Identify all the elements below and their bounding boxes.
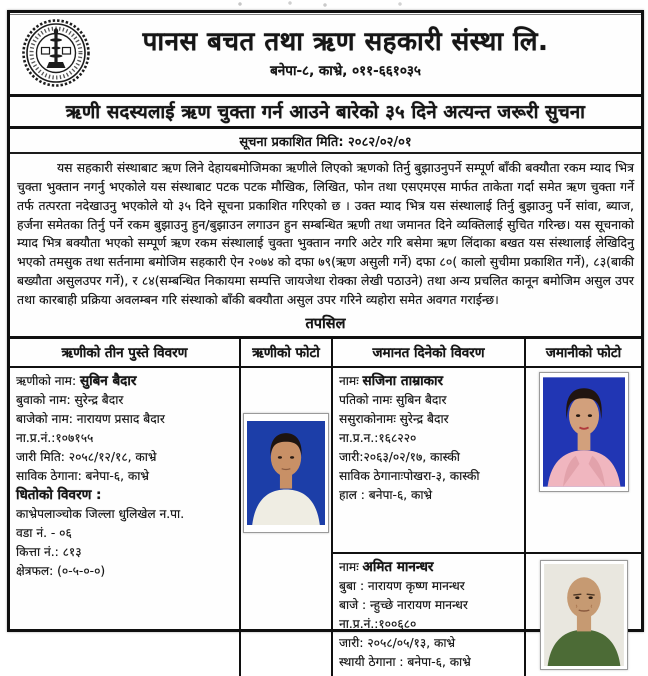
- notice-title: ऋणी सदस्यलाई ऋण चुक्ता गर्न आउने बारेको ३५ दिने अत्यन्त जरूरी सुचना: [10, 97, 641, 129]
- guarantor1-name-line: [339, 372, 518, 391]
- guarantor1-photo: [539, 372, 629, 492]
- guarantor1-detail-line: जारी:२०६३/०२/१७, कास्की: [339, 449, 460, 464]
- guarantor1-detail-line: हाल : बनेपा-६, काभ्रे: [339, 487, 433, 502]
- details-table: [10, 336, 641, 676]
- guarantor2-name-label: नामः: [339, 559, 359, 574]
- borrower-name-line: [16, 372, 233, 391]
- guarantor1-detail-line: साविक ठेगानाःपोखरा-३, कास्की: [339, 468, 480, 483]
- borrower-detail-line: ना.प्र.नं.:१०७१५५: [16, 430, 94, 445]
- col-header-guarantor-details: जमानत दिनेको विवरण: [333, 339, 526, 368]
- masthead: [10, 13, 641, 97]
- collateral-detail-line: काभ्रेपलाञ्चोक जिल्ला धुलिखेल न.पा.: [16, 506, 185, 521]
- guarantor2-details-cell: [333, 554, 526, 676]
- col-header-borrower-photo: ऋणीको फोटो: [241, 339, 333, 368]
- collateral-detail-line: कित्ता नं.: ८१३: [16, 544, 82, 559]
- guarantor2-name: अमित मानन्धर: [362, 558, 434, 575]
- borrower-detail-line: बाजेको नाम: नारायण प्रसाद बैदार: [16, 411, 165, 426]
- guarantor2-detail-line: जारी: २०५८/०५/१३, काभ्रे: [339, 635, 456, 650]
- published-date: सूचना प्रकाशित मिति: २०८२/०२/०१: [10, 129, 641, 154]
- scan-artifact-marks: [230, 0, 450, 9]
- borrower-portrait-icon: [247, 417, 325, 529]
- guarantor2-detail-line: ना.प्र.नं.:१००६८०: [339, 616, 417, 631]
- guarantor1-details-cell: [333, 368, 526, 554]
- collateral-detail-line: क्षेत्रफल: (०-५-०-०): [16, 563, 106, 578]
- borrower-name: सुबिन बैदार: [79, 372, 137, 389]
- guarantor1-detail-line: ना.प्र.न.:१६८२२०: [339, 430, 417, 445]
- borrower-name-label: ऋणीको नाम:: [16, 373, 77, 388]
- guarantor2-portrait-icon: [544, 564, 624, 666]
- guarantor2-detail-line: स्थायी ठेगाना : बनेपा-६, काभ्रे: [339, 654, 471, 669]
- collateral-heading: धितोको विवरण :: [16, 486, 102, 503]
- col-header-guarantor-photo: जमानीको फोटो: [526, 339, 641, 368]
- guarantor1-detail-line: पतिको नामः सुबिन बैदार: [339, 392, 447, 407]
- guarantor1-name-label: नामः: [339, 373, 359, 388]
- borrower-detail-line: बुवाको नाम: सुरेन्द्र बैदार: [16, 392, 124, 407]
- org-name: पानस बचत तथा ऋण सहकारी संस्था लि.: [142, 26, 549, 57]
- borrower-photo-cell: [241, 368, 333, 676]
- org-address: बनेपा-८, काभ्रे, ०११-६६१०३५: [270, 63, 421, 80]
- notice-body-paragraph: यस सहकारी संस्थाबाट ऋण लिने देहायबमोजिमका ऋणीले लिएको ऋणको तिर्नु बुझाउनुपर्ने सम्पूर्ण बाँकी बक्यौता रकम म्याद भित्र चुक्ता भुक्तान नगर्नु भएकोले यस संस्थाबाट पटक पटक मौखिक, लिखित, फोन तथा एसएमएस मार्फत ताकेता गर्दा समेत ऋण चुक्ता गर्ने तर्फ तत्परता नदेखाउनु भएकोले यो ३५ दिने सूचना प्रकाशित गरिएको छ । उक्त म्याद भित्र यस संस्थालाई तिर्नु बुझाउनु पर्ने सांवा, ब्याज, हर्जना समेतका तिर्नु पर्ने रकम बुझाउनु हुन/बुझाउन लगाउन हुन सम्बन्धित ऋणी तथा जमानत दिने व्यक्तिलाई सुचित गरिन्छ। यस सूचनाको म्याद भित्र बक्यौता भएको सम्पूर्ण ऋण रकम संस्थालाई चुक्ता भुक्तान नगरि अटेर गरि बसेमा ऋण लिंदाका बखत यस संस्थालाई लेखिदिनु भएको तमसुक तथा सर्तनामा बमोजिम सहकारी ऐन २०७४ को दफा ७९(ऋण असुली गर्ने) दफा ८०( कालो सुचीमा प्रकाशित गर्ने), ८३(बाकी बख्यौता असुलउपर गर्ने), र ८४(सम्बन्धित निकायमा सम्पत्ति जायजेथा रोक्का लेखी पठाउने) तथा अन्य प्रचलित कानून बमोजिम असुल उपर तथा कारबाही प्रक्रिया अवलम्बन गरि संस्थाको बाँकी बक्यौता असुल उपर गरिने व्यहोरा समेत अवगत गराईन्छ।: [17, 160, 634, 307]
- borrower-detail-line: जारी मिति: २०५८/१२/१८, काभ्रे: [16, 449, 157, 464]
- guarantor2-detail-line: बाजे : न्हुच्छे नारायण मानन्धर: [339, 597, 468, 612]
- guarantor2-name-line: [339, 558, 518, 577]
- borrower-photo: [243, 413, 329, 533]
- tapasil-heading: तपसिल: [305, 315, 346, 332]
- guarantor1-name: सजिना ताम्राकार: [362, 372, 444, 389]
- guarantor2-detail-line: बुबा : नारायण कृष्ण मानन्धर: [339, 578, 465, 593]
- guarantor1-photo-cell: [526, 368, 641, 554]
- collateral-detail-line: वडा नं. - ०६: [16, 525, 72, 540]
- col-header-borrower-details: ऋणीको तीन पुस्ते विवरण: [10, 339, 241, 368]
- guarantor2-photo: [540, 560, 628, 670]
- guarantor1-portrait-icon: [543, 376, 625, 488]
- cooperative-seal-icon: [21, 18, 91, 88]
- guarantor1-detail-line: ससुराकोनामः सुरेन्द्र बैदार: [339, 411, 449, 426]
- borrower-details-cell: [10, 368, 241, 676]
- guarantor2-photo-cell: [526, 554, 641, 676]
- borrower-detail-line: साविक ठेगाना: बनेपा-६, काभ्रे: [16, 468, 149, 483]
- document-frame: [7, 10, 644, 669]
